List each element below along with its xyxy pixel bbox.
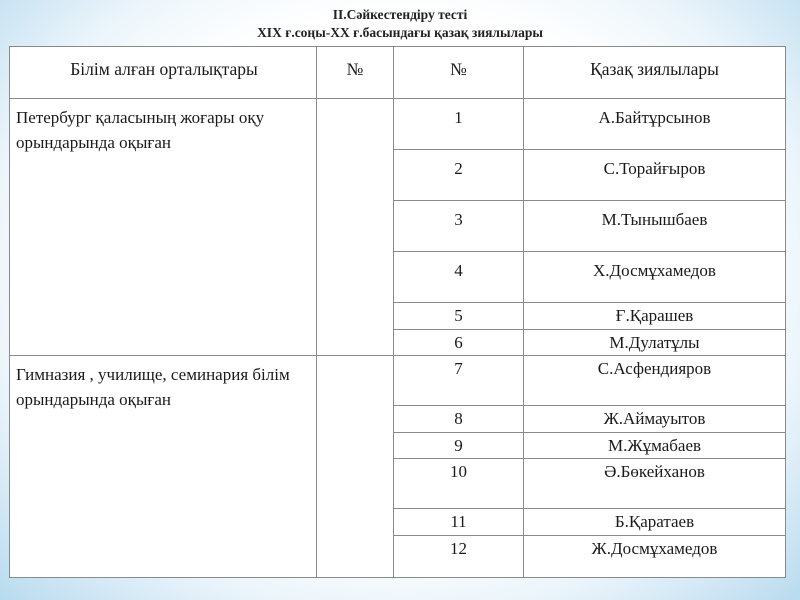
intellectual-name: М.Дулатұлы xyxy=(524,330,786,356)
header-number-2: № xyxy=(394,47,524,99)
matching-table xyxy=(9,46,786,578)
title-line-2: XIX ғ.соңы-XX ғ.басындағы қазақ зиялылары xyxy=(257,25,543,40)
row-number: 2 xyxy=(394,150,524,201)
row-number: 5 xyxy=(394,303,524,330)
row-number: 1 xyxy=(394,99,524,150)
intellectual-name: С.Торайғыров xyxy=(524,150,786,201)
row-number: 3 xyxy=(394,201,524,252)
row-number: 8 xyxy=(394,406,524,433)
intellectual-name: Ж.Аймауытов xyxy=(524,406,786,433)
row-number: 6 xyxy=(394,330,524,356)
table-row xyxy=(10,99,786,150)
title-line-1: II.Сәйкестендіру тесті xyxy=(332,7,468,22)
intellectual-name: А.Байтұрсынов xyxy=(524,99,786,150)
intellectual-name: М.Жұмабаев xyxy=(524,433,786,459)
header-number-1: № xyxy=(317,47,394,99)
section-petersburg: Петербург қаласының жоғары оқу орындарында оқыған xyxy=(10,99,317,356)
intellectual-name: Ж.Досмұхамедов xyxy=(524,536,786,578)
intellectual-name: Б.Қаратаев xyxy=(524,509,786,536)
header-row xyxy=(10,47,786,99)
header-kazakh-intellectuals: Қазақ зиялылары xyxy=(524,47,786,99)
section-gymnasium: Гимназия , училище, семинария білім орындарында оқыған xyxy=(10,356,317,578)
row-number: 11 xyxy=(394,509,524,536)
row-number: 4 xyxy=(394,252,524,303)
slide-title xyxy=(0,6,800,42)
row-number: 12 xyxy=(394,536,524,578)
answer-cell-section-2[interactable] xyxy=(317,356,394,578)
intellectual-name: Ә.Бөкейханов xyxy=(524,459,786,509)
row-number: 9 xyxy=(394,433,524,459)
row-number: 7 xyxy=(394,356,524,406)
answer-cell-section-1[interactable] xyxy=(317,99,394,356)
row-number: 10 xyxy=(394,459,524,509)
intellectual-name: Ғ.Қарашев xyxy=(524,303,786,330)
header-education-centers: Білім алған орталықтары xyxy=(10,47,317,99)
intellectual-name: Х.Досмұхамедов xyxy=(524,252,786,303)
intellectual-name: М.Тынышбаев xyxy=(524,201,786,252)
table-row xyxy=(10,356,786,406)
intellectual-name: С.Асфендияров xyxy=(524,356,786,406)
